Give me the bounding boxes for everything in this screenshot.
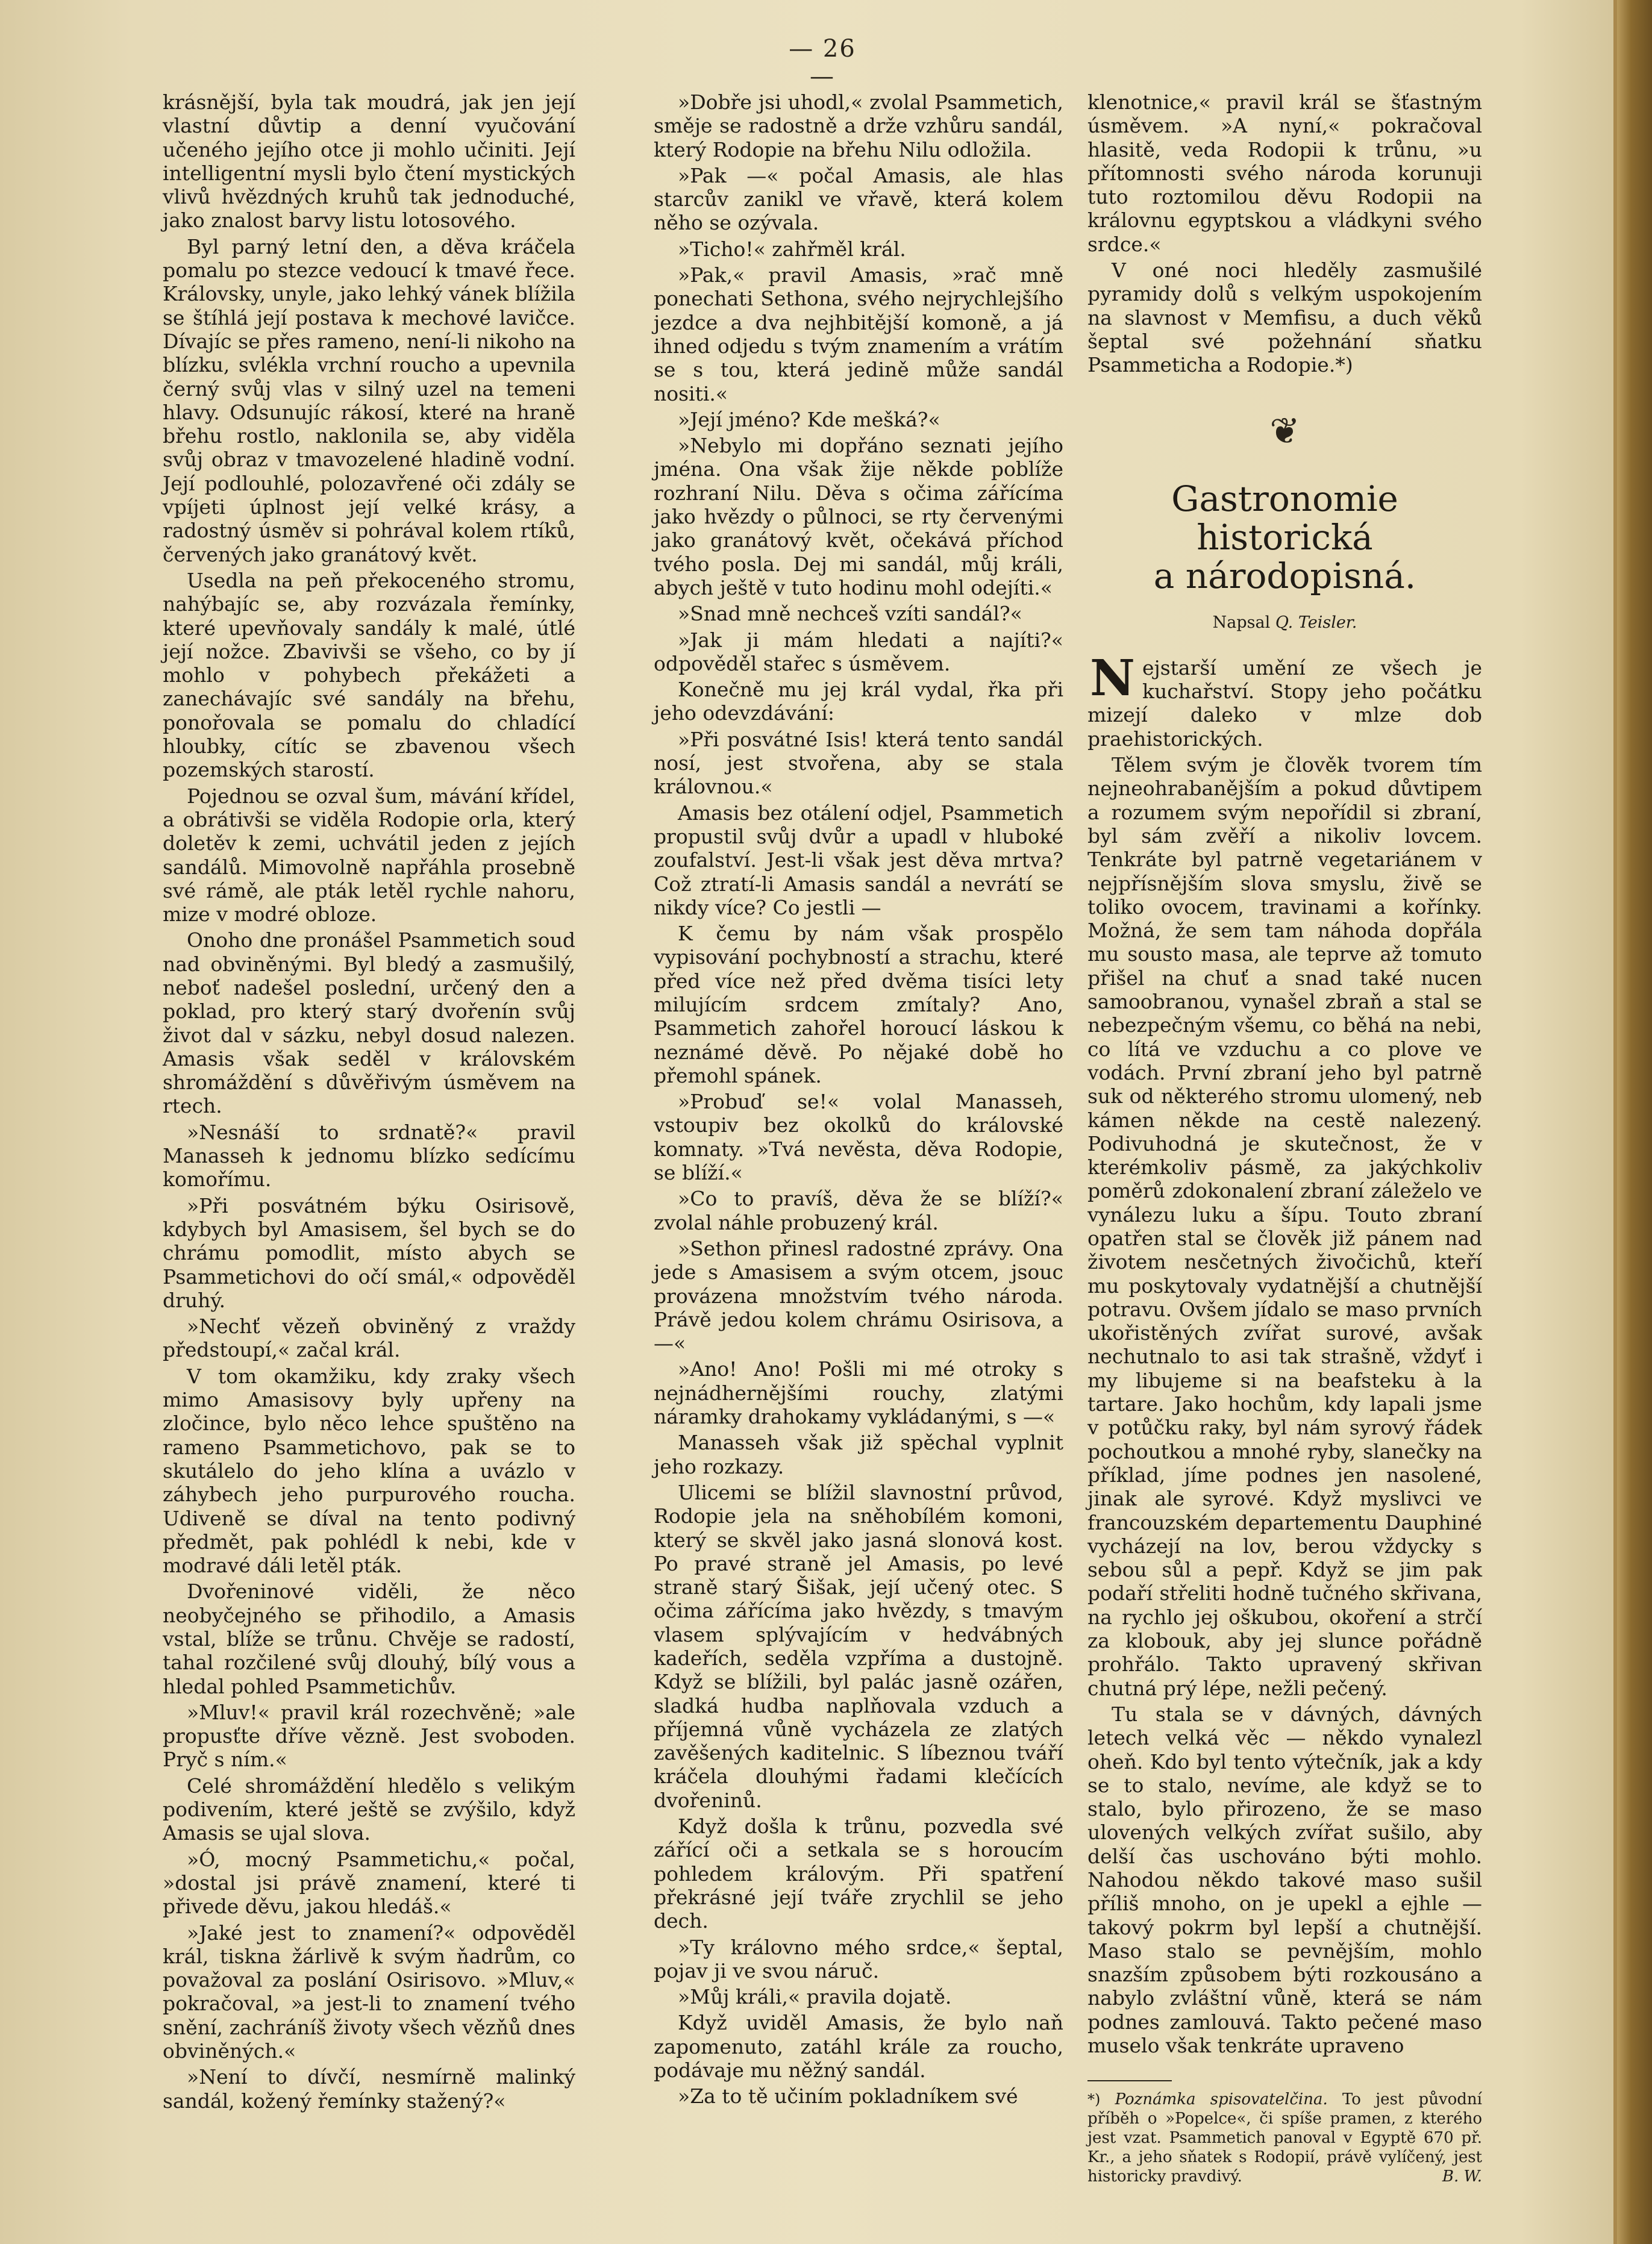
paragraph: »Sethon přinesl radostné zprávy. Ona jede s Amasisem a svým otcem, jsouc provázena množstvím tvého národa. Právě jedou kolem chrámu Osirisova, a —«	[654, 1236, 1063, 1355]
paragraph: V tom okamžiku, kdy zraky všech mimo Amasisovy byly upřeny na zločince, bylo něco lehce spuštěno na rameno Psammetichovo, pak se to skutálelo do jeho klína a uvázlo v záhybech jeho purpurového roucha. Udiveně se díval na tento podivný předmět, pak pohlédl k nebi, kde v modravé dáli letěl pták.	[163, 1364, 575, 1578]
footnote	[1087, 2090, 1482, 2186]
paragraph: »Nebylo mi dopřáno seznati jejího jména. Ona však žije někde poblíže rozhraní Nilu. Děva s očima zářícíma jako hvězdy o půlnoci, se rty červenými jako granátový květ, očekává příchod tvého posla. Dej mi sandál, můj králi, abych ještě v tuto hodinu mohl odejíti.«	[654, 434, 1063, 599]
article-title-line-1: Gastronomie historická	[1171, 478, 1398, 558]
paragraph: »Pak —« počal Amasis, ale hlas starcův zanikl ve vřavě, která kolem něho se ozývala.	[654, 163, 1063, 235]
paragraph: »Její jméno? Kde mešká?«	[678, 407, 940, 431]
paragraph: »Pak,« pravil Amasis, »rač mně ponechati Sethona, svého nejrychlejšího jezdce a dva nejhbitější komoně, a já ihned odjedu s tvým znamením a vrátím se s tou, která jedině může sandál nositi.«	[654, 263, 1063, 405]
paragraph: »Probuď se!« volal Manasseh, vstoupiv bez okolků do královské komnaty. »Tvá nevěsta, děva Rodopie, se blíží.«	[654, 1090, 1063, 1185]
paragraph: »Při posvátné Isis! která tento sandál nosí, jest stvořena, aby se stala královnou.«	[654, 727, 1063, 799]
paragraph: klenotnice,« pravil král se šťastným úsměvem. »A nyní,« pokračoval hlasitě, veda Rodopii k trůnu, »u přítomnosti svého národa korunuji tuto roztomilou děvu Rodopii na královnu egyptskou a vládkyni svého srdce.«	[1087, 90, 1482, 256]
article-title-line-2: a národopisná.	[1153, 555, 1416, 596]
paragraph: »Snad mně nechceš vzíti sandál?«	[678, 602, 1022, 626]
article-title	[1087, 480, 1482, 595]
paragraph: »Jak ji mám hledati a najíti?« odpověděl stařec s úsměvem.	[654, 628, 1063, 675]
paragraph: K čemu by nám však prospělo vypisování pochybností a strachu, které před více než před dvěma tisíci lety milujícím srdcem zmítaly? Ano, Psammetich zahořel horoucí láskou k neznámé děvě. Po nějaké době ho přemohl spánek.	[654, 922, 1063, 1087]
byline-author: Q. Teisler.	[1275, 613, 1357, 632]
paragraph: Pojednou se ozval šum, mávání křídel, a obrátivši se viděla Rodopie orla, který doletěv k zemi, uchvátil jeden z jejích sandálů. Mimovolně napřáhla prosebně své rámě, ale pták letěl rychle nahoru, mize v modré obloze.	[163, 784, 575, 927]
byline	[1087, 611, 1482, 634]
column-2	[654, 90, 1063, 2111]
paragraph: Celé shromáždění hledělo s velikým podivením, které ještě se zvýšilo, když Amasis se ujal slova.	[163, 1774, 575, 1845]
paragraph: »Při posvátném býku Osirisově, kdybych byl Amasisem, šel bych se do chrámu pomodlit, místo abych se Psammetichovi do očí smál,« odpověděl druhý.	[163, 1193, 575, 1312]
paragraph: Když došla k trůnu, pozvedla své zářící oči a setkala se s horoucím pohledem královým. Při spatření překrásné její tváře zrychlil se jeho dech.	[654, 1814, 1063, 1933]
article-first-paragraph	[1087, 649, 1482, 751]
column-3	[1087, 90, 1482, 2186]
paragraph: »Můj králi,« pravila dojatě.	[678, 1985, 952, 2009]
footnote-text: To jest původní příběh o »Popelce«, či spíše pramen, z kterého jest vzat. Psammetich panoval v Egyptě 670 př. Kr., a jeho sňatek s Rodopií, právě vylíčený, jest historicky pravdivý.	[1087, 2090, 1482, 2186]
paragraph: »Mluv!« pravil král rozechvěně; »ale propusťte dříve vězně. Jest svoboden. Pryč s ním.«	[163, 1700, 575, 1772]
paragraph: Manasseh však již spěchal vyplnit jeho rozkazy.	[654, 1431, 1063, 1478]
drop-cap: N	[1090, 649, 1135, 707]
column-1	[163, 90, 575, 2115]
page-number: — 26 —	[789, 35, 856, 90]
paragraph: Konečně mu jej král vydal, řka při jeho odevzdávání:	[654, 678, 1063, 725]
footnote-rule	[1087, 2080, 1172, 2081]
book-spine-edge	[1617, 0, 1652, 2244]
footnote-signature: B. W.	[1442, 2167, 1482, 2186]
paragraph: V oné noci hleděly zasmušilé pyramidy dolů s velkým uspokojením na slavnost v Memfisu, a duch věků šeptal své požehnání sňatku Psammeticha a Rodopie.*)	[1087, 258, 1482, 377]
paragraph: »Ó, mocný Psammetichu,« počal, »dostal jsi právě znamení, které ti přivede děvu, jakou hledáš.«	[163, 1847, 575, 1919]
paragraph: Tu stala se v dávných, dávných letech velká věc — někdo vynalezl oheň. Kdo byl tento výtečník, jak a kdy se to stalo, nevíme, ale když se to stalo, bylo přirozeno, že se maso ulovených velkých zvířat sušilo, aby delší čas uschováno býti mohlo. Nahodou někdo takové maso sušil příliš mnoho, on je upekl a ejhle — takový pokrm byl lepší a chutnější. Maso stalo se pevnějším, mohlo snazším způsobem býti rozkousáno a nabylo zvláštní vůně, která se nám podnes zamlouvá. Takto pečené maso muselo však tenkráte upraveno	[1087, 1702, 1482, 2058]
paragraph: »Jaké jest to znamení?« odpověděl král, tiskna žárlivě k svým ňadrům, co považoval za poslání Osirisovo. »Mluv,« pokračoval, »a jest-li to znamení tvého snění, zachráníš životy všech vězňů dnes obviněných.«	[163, 1921, 575, 2063]
paragraph: »Co to pravíš, děva že se blíží?« zvolal náhle probuzený král.	[654, 1187, 1063, 1234]
paragraph: »Nesnáší to srdnatě?« pravil Manasseh k jednomu blízko sedícímu komořímu.	[163, 1120, 575, 1192]
paragraph: »Dobře jsi uhodl,« zvolal Psammetich, směje se radostně a drže vzhůru sandál, který Rodopie na břehu Nilu odložila.	[654, 90, 1063, 161]
paragraph: »Nechť vězeň obviněný z vraždy předstoupí,« začal král.	[163, 1314, 575, 1362]
paragraph: Usedla na peň překoceného stromu, nahýbajíc se, aby rozvázala řemínky, které upevňovaly sandály k malé, útlé její nožce. Zbavivši se všeho, co by jí mohlo v pohybech překážeti a zanechávajíc své sandály na břehu, ponořovala se pomalu do chladící hloubky, cítíc se zbavenou všech pozemských starostí.	[163, 568, 575, 782]
paragraph: Byl parný letní den, a děva kráčela pomalu po stezce vedoucí k tmavé řece. Královsky, unyle, jako lehký vánek blížila se štíhlá její postava k mechové lavičce. Dívajíc se přes rameno, není-li nikoho na blízku, svlékla vrchní roucho a upevnila černý svůj vlas v silný uzel na temeni hlavy. Odsunujíc rákosí, které na hraně břehu rostlo, naklonila se, aby viděla svůj obraz v tmavozelené hladině vodní. Její podlouhlé, polozavřené oči zdály se vpíjeti úplnost její velké krásy, a radostný úsměv si pohrával kolem rtíků, červených jako granátový květ.	[163, 234, 575, 566]
paragraph: Dvořeninové viděli, že něco neobyčejného se přihodilo, a Amasis vstal, blíže se trůnu. Chvěje se radostí, tahal rozčilené svůj dlouhý, bílý vous a hledal pohled Psammetichův.	[163, 1580, 575, 1698]
paragraph: Onoho dne pronášel Psammetich soud nad obviněnými. Byl bledý a zasmušilý, neboť nadešel poslední, určený den a poklad, pro který starý dvořenín svůj život dal v sázku, nebyl dosud nalezen. Amasis však seděl v královském shromáždění s důvěřivým úsměvem na rtech.	[163, 928, 575, 1118]
paragraph: Tělem svým je člověk tvorem tím nejneohrabanějším a pokud důvtipem a rozumem svým nepořídil si zbraní, byl sám zvěří a nikoliv lovcem. Tenkráte byl patrně vegetariánem v nejpřísnějším slova smyslu, živě se toliko ovocem, travinami a kořínky. Možná, že sem tam náhoda dopřála mu sousto masa, ale teprve až tomuto přišel na chuť a snad také nucen samoobranou, vynašel zbraň a stal se nebezpečným všemu, co běhá na nebi, co lítá ve vzduchu a co plove ve vodách. První zbraní jeho byl patrně suk od některého stromu ulomený, neb kámen někde na cestě nalezený. Podivuhodná je skutečnost, že v kterémkoliv pásmě, za jakýchkoliv poměrů zdokonalení zbraní záleželo ve vynálezu luku a šípu. Touto zbraní opatřen stal se člověk již pánem nad životem nesčetných živočichů, kteří mu poskytovaly vydatnější a chutnější potravu. Ovšem jídalo se maso prvních ukořistěných zvířat surové, avšak nechutnalo to asi tak strašně, vždyť i my libujeme si na beafsteku à la tartare. Jako hochům, kdy lapali jsme v potůčku raky, byl nám syrový řádek pochoutkou a mnohé ryby, slanečky na příklad, jíme podnes jen nasolené, jinak ale syrové. Když myslivci ve francouzském departementu Dauphiné vycházejí na lov, berou vždycky s sebou sůl a pepř. Když se jim pak podaří střeliti hodně tučného skřivana, na rychlo jej oškubou, okoření a strčí za klobouk, aby jej slunce pořádně prohřálo. Takto upravený skřivan chutná prý lépe, nežli pečený.	[1087, 753, 1482, 1700]
footnote-mark: *)	[1087, 2091, 1101, 2108]
paragraph: »Není to dívčí, nesmírně malinký sandál, kožený řemínky stažený?«	[163, 2065, 575, 2113]
first-paragraph-text: ejstarší umění ze všech je kuchařství. Stopy jeho počátku mizejí daleko v mlze dob praehistorických.	[1087, 655, 1482, 751]
byline-prefix: Napsal	[1212, 613, 1271, 632]
paragraph: krásnější, byla tak moudrá, jak jen její vlastní důvtip a denní vyučování učeného jejího otce ji mohlo učiniti. Její intelligentní mysli bylo čtení mystických vlivů hvězdných kruhů tak jednoduché, jako znalost barvy listu lotosového.	[163, 90, 575, 233]
paragraph: Když uviděl Amasis, že bylo naň zapomenuto, zatáhl krále za roucho, podávaje mu něžný sandál.	[654, 2011, 1063, 2083]
ornament-divider-icon: ❦	[1269, 410, 1300, 452]
paragraph: »Ty královno mého srdce,« šeptal, pojav ji ve svou náruč.	[654, 1935, 1063, 1983]
paragraph: Amasis bez otálení odjel, Psammetich propustil svůj dvůr a upadl v hluboké zoufalství. Jest-li však jest děva mrtva? Což ztratí-li Amasis sandál a nevrátí se nikdy více? Co jestli —	[654, 801, 1063, 919]
paragraph: »Ticho!« zahřměl král.	[678, 237, 906, 261]
footnote-label: Poznámka spisovatelčina.	[1115, 2090, 1328, 2109]
paragraph: Ulicemi se blížil slavnostní průvod, Rodopie jela na sněhobílém komoni, který se skvěl jako jasná slonová kost. Po pravé straně jel Amasis, po levé straně starý Šišak, její učený otec. S očima zářícíma jako hvězdy, s tmavým vlasem splývajícím v hedvábných kadeřích, seděla vzpříma a dustojně. Když se blížili, byl palác jasně ozářen, sladká hudba naplňovala vzduch a příjemná vůně vycházela ze zlatých zavěšených kaditelnic. S líbeznou tváří kráčela dlouhými řadami klečících dvořeninů.	[654, 1480, 1063, 1812]
paragraph: »Ano! Ano! Pošli mi mé otroky s nejnádhernějšími rouchy, zlatými náramky drahokamy vykládanými, s —«	[654, 1357, 1063, 1429]
paragraph: »Za to tě učiním pokladníkem své	[678, 2084, 1018, 2108]
